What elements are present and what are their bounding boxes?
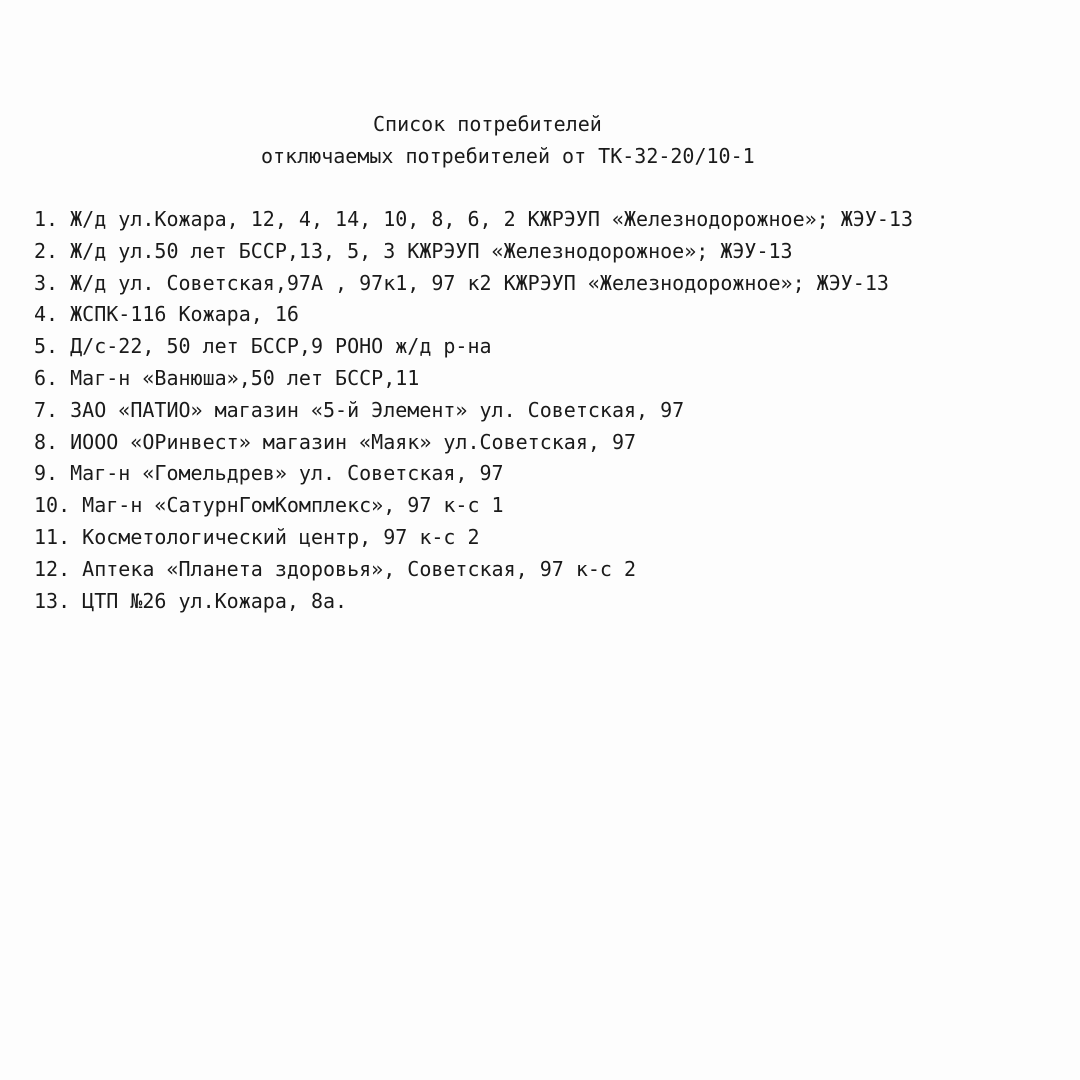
document-title-line-2: отключаемых потребителей от ТК-32-20/10-1 <box>261 144 755 168</box>
list-item: 6. Маг-н «Ванюша»,50 лет БССР,11 <box>34 365 420 390</box>
list-item: 12. Аптека «Планета здоровья», Советская, 97 к-с 2 <box>34 556 637 581</box>
list-item: 10. Маг-н «СатурнГомКомплекс», 97 к-с 1 <box>34 493 504 518</box>
list-item: 4. ЖСПК-116 Кожара, 16 <box>34 302 299 327</box>
list-item: 9. Маг-н «Гомельдрев» ул. Советская, 97 <box>34 461 504 486</box>
list-item: 1. Ж/д ул.Кожара, 12, 4, 14, 10, 8, 6, 2 КЖРЭУП «Железнодорожное»; ЖЭУ-13 <box>34 207 913 231</box>
list-item: 8. ИООО «ОРинвест» магазин «Маяк» ул.Советская, 97 <box>34 429 637 454</box>
list-item: 2. Ж/д ул.50 лет БССР,13, 5, 3 КЖРЭУП «Железнодорожное»; ЖЭУ-13 <box>34 238 793 263</box>
document-title-line-1: Список потребителей <box>373 112 602 136</box>
list-item: 3. Ж/д ул. Советская,97А , 97к1, 97 к2 КЖРЭУП «Железнодорожное»; ЖЭУ-13 <box>34 270 889 295</box>
list-item: 13. ЦТП №26 ул.Кожара, 8а. <box>34 588 348 613</box>
list-item: 7. ЗАО «ПАТИО» магазин «5-й Элемент» ул. Советская, 97 <box>34 397 685 422</box>
consumer-list <box>34 204 913 617</box>
list-item: 11. Косметологический центр, 97 к-с 2 <box>34 524 480 549</box>
list-item: 5. Д/с-22, 50 лет БССР,9 РОНО ж/д р-на <box>34 334 492 359</box>
